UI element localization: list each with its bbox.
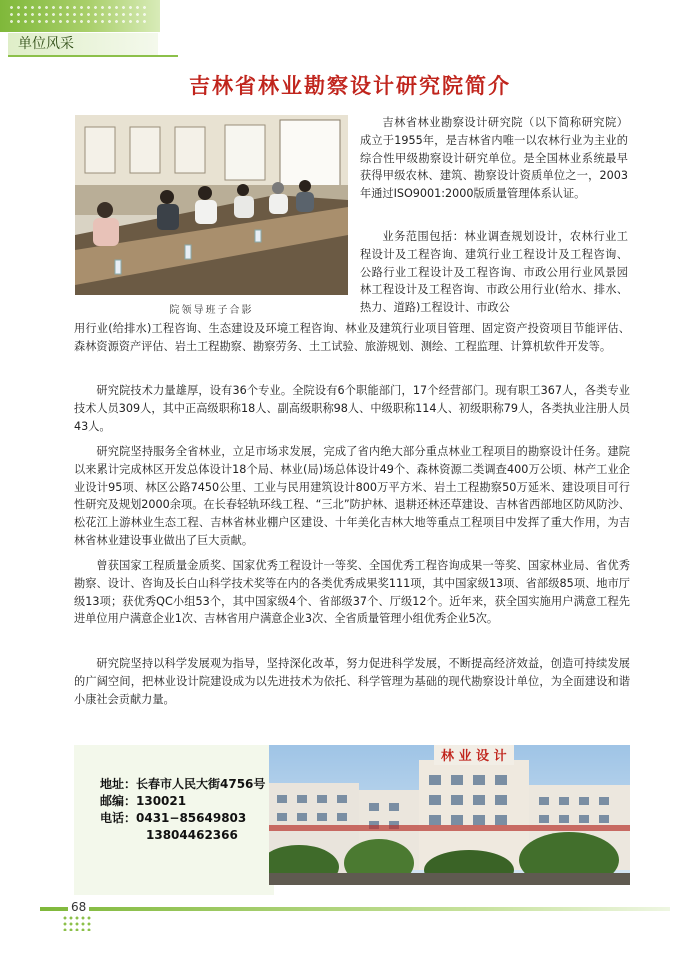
header-dot-pattern: [8, 4, 148, 26]
postcode-line: 邮编：130021: [100, 794, 187, 808]
awards-paragraph: 曾获国家工程质量金质奖、国家优秀工程设计一等奖、全国优秀工程咨询成果一等奖、国家林业局、省优秀勘察、设计、咨询及长白山科学技术奖等在内的各类优秀成果奖111项，其中国家级13项、省部级85项、地市厅级13项；获优秀QC小组53个，其中国家级4个、省部级37个、厅级12个。近年来，获全国实施用户满意工程先进单位用户满意企业1次、吉林省用户满意企业3次、全省质量管理小组优秀企业5次。: [74, 559, 630, 626]
section-label: 单位风采: [8, 33, 158, 55]
contact-info: [100, 776, 265, 844]
technical-strength-paragraph: 研究院技术力量雄厚，设有36个专业。全院设有6个职能部门，17个经营部门。现有职工367人，各类专业技术人员309人，其中正高级职称18人、副高级职称98人、中级职称114人、初级职称79人，各类执业注册人员43人。: [74, 384, 630, 433]
address-line: 地址：长春市人民大街4756号: [100, 777, 266, 791]
business-scope-paragraph: 业务范围包括：林业调查规划设计，农林行业工程设计及工程咨询、建筑行业工程设计及工程咨询、公路行业工程设计及工程咨询、市政公用行业风景园林工程设计及工程咨询、市政公用行业(给水、排水、热力、道路)工程设计、市政公: [360, 230, 628, 315]
header-divider: [8, 55, 178, 57]
projects-paragraph: 研究院坚持服务全省林业，立足市场求发展，完成了省内绝大部分重点林业工程项目的勘察设计任务。建院以来累计完成林区开发总体设计18个局、林业(局)场总体设计49个、森林资源二类调查400万公顷、林产工业企业设计95项、林区公路7450公里、工业与民用建筑设计800万平方米、岩土工程勘察50万延米、建设项目可行性研究及规划2000余项。在长春轻轨环线工程、“三北”防护林、退耕还林还草建设、吉林省西部地区防风防沙、松花江上游林业生态工程、吉林省林业棚户区建设、十年美化吉林大地等重点工程项目中发挥了重大作用，为吉林省林业建设事业做出了巨大贡献。: [74, 445, 630, 547]
institute-building-photo: [269, 745, 630, 885]
header-band: [0, 0, 160, 32]
page-number: 68: [68, 900, 89, 914]
leadership-group-photo: [75, 115, 348, 295]
phone-line: 电话：0431−85649803: [100, 811, 247, 825]
footer-dot-pattern: [62, 915, 92, 931]
footer-divider: [40, 907, 670, 911]
intro-paragraph: 吉林省林业勘察设计研究院（以下简称研究院）成立于1955年，是吉林省内唯一以农林行业为主业的综合性甲级勘察设计研究单位。是全国林业系统最早获得甲级农林、建筑、勘察设计资质单位之一，2003年通过ISO9001:2000版质量管理体系认证。: [360, 116, 628, 201]
phone-line-2: 13804462366: [146, 828, 238, 842]
outlook-paragraph: 研究院坚持以科学发展观为指导，坚持深化改革，努力促进科学发展，不断提高经济效益，创造可持续发展的广阔空间，把林业设计院建设成为以先进技术为依托、科学管理为基础的现代勘察设计单位，为全面建设和谐小康社会贡献力量。: [74, 657, 630, 706]
business-scope-continued: 用行业(给排水)工程咨询、生态建设及环境工程咨询、林业及建筑行业项目管理、固定资产投资项目节能评估、森林资源资产评估、岩土工程勘察、勘察劳务、土工试验、旅游规划、测绘、工程监理、计算机软件开发等。: [74, 322, 630, 353]
photo-caption: 院领导班子合影: [169, 305, 254, 316]
building-sign-text: 林 业 设 计: [441, 749, 507, 764]
page-title: 吉林省林业勘察设计研究院简介: [189, 74, 511, 98]
